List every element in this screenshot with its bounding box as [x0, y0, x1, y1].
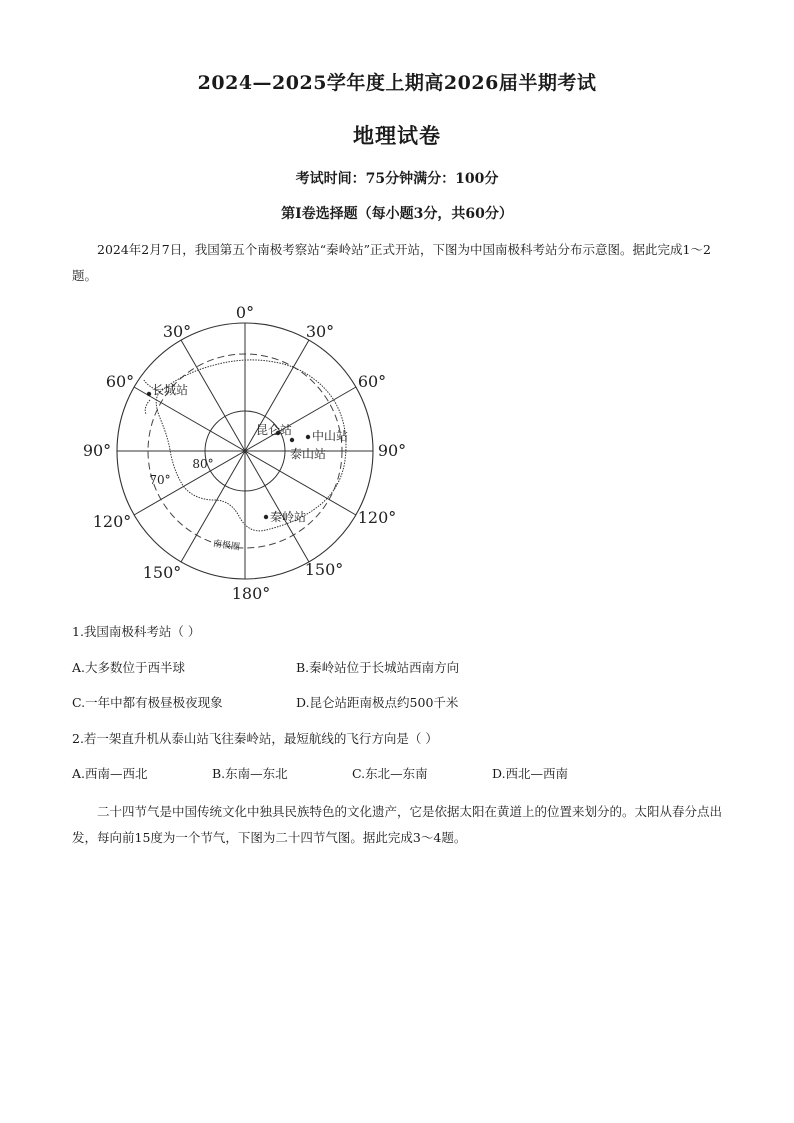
lon-label-120e: 120°: [357, 508, 397, 527]
lat-label-80: 80°: [192, 457, 214, 471]
section-heading: 第I卷选择题（每小题3分，共60分）: [281, 206, 513, 222]
intro-paragraph-2: 二十四节气是中国传统文化中独具民族特色的文化遗产，它是依据太阳在黄道上的位置来划分的。太阳从春分点出发，每向前15度为一个节气，下图为二十四节气图。据此完成3～4题。: [72, 804, 723, 845]
q1-option-a[interactable]: A.大多数位于西半球: [72, 660, 186, 675]
changcheng-station-marker: [147, 392, 151, 396]
lat-label-70: 70°: [149, 473, 171, 487]
station-changcheng: 长城站: [152, 383, 189, 397]
lon-label-90e: 90°: [377, 441, 407, 460]
lon-label-120w: 120°: [92, 512, 132, 531]
lon-label-30e: 30°: [305, 322, 335, 341]
antarctic-circle-label: 南极圈: [212, 539, 241, 553]
lon-label-150e: 150°: [304, 560, 344, 579]
question-1-stem: 1.我国南极科考站（ ）: [72, 624, 201, 639]
station-taishan: 泰山站: [290, 447, 327, 461]
station-zhongshan: 中山站: [312, 429, 349, 443]
qinling-station-marker: [264, 515, 268, 519]
q1-option-b[interactable]: B.秦岭站位于长城站西南方向: [296, 660, 460, 675]
lon-label-60e: 60°: [357, 372, 387, 391]
q2-option-c[interactable]: C.东北—东南: [352, 766, 428, 781]
question-2-stem: 2.若一架直升机从泰山站飞往秦岭站，最短航线的飞行方向是（ ）: [72, 731, 438, 746]
taishan-station-marker: [290, 438, 294, 442]
station-kunlun: 昆仑站: [256, 423, 293, 437]
antarctic-station-map: [70, 296, 420, 610]
zhongshan-station-marker: [306, 435, 310, 439]
lon-label-0: 0°: [235, 303, 255, 322]
q1-option-d[interactable]: D.昆仑站距南极点约500千米: [296, 695, 459, 710]
q2-option-a[interactable]: A.西南—西北: [72, 766, 148, 781]
lon-label-150w: 150°: [142, 563, 182, 582]
exam-info: 考试时间：75分钟满分：100分: [295, 171, 499, 187]
intro-paragraph-1: 2024年2月7日，我国第五个南极考察站“秦岭站”正式开站，下图为中国南极科考站分布示意图。据此完成1～2题。: [72, 242, 711, 283]
lon-label-90w: 90°: [82, 441, 112, 460]
lon-label-30w: 30°: [162, 322, 192, 341]
lon-label-180: 180°: [231, 584, 271, 603]
q2-option-b[interactable]: B.东南—东北: [212, 766, 288, 781]
exam-subject: 地理试卷: [353, 123, 441, 148]
q1-option-c[interactable]: C.一年中都有极昼极夜现象: [72, 695, 223, 710]
station-qinling: 秦岭站: [270, 510, 307, 524]
exam-title: 2024—2025学年度上期高2026届半期考试: [197, 72, 597, 94]
lon-label-60w: 60°: [105, 372, 135, 391]
q2-option-d[interactable]: D.西北—西南: [492, 766, 569, 781]
